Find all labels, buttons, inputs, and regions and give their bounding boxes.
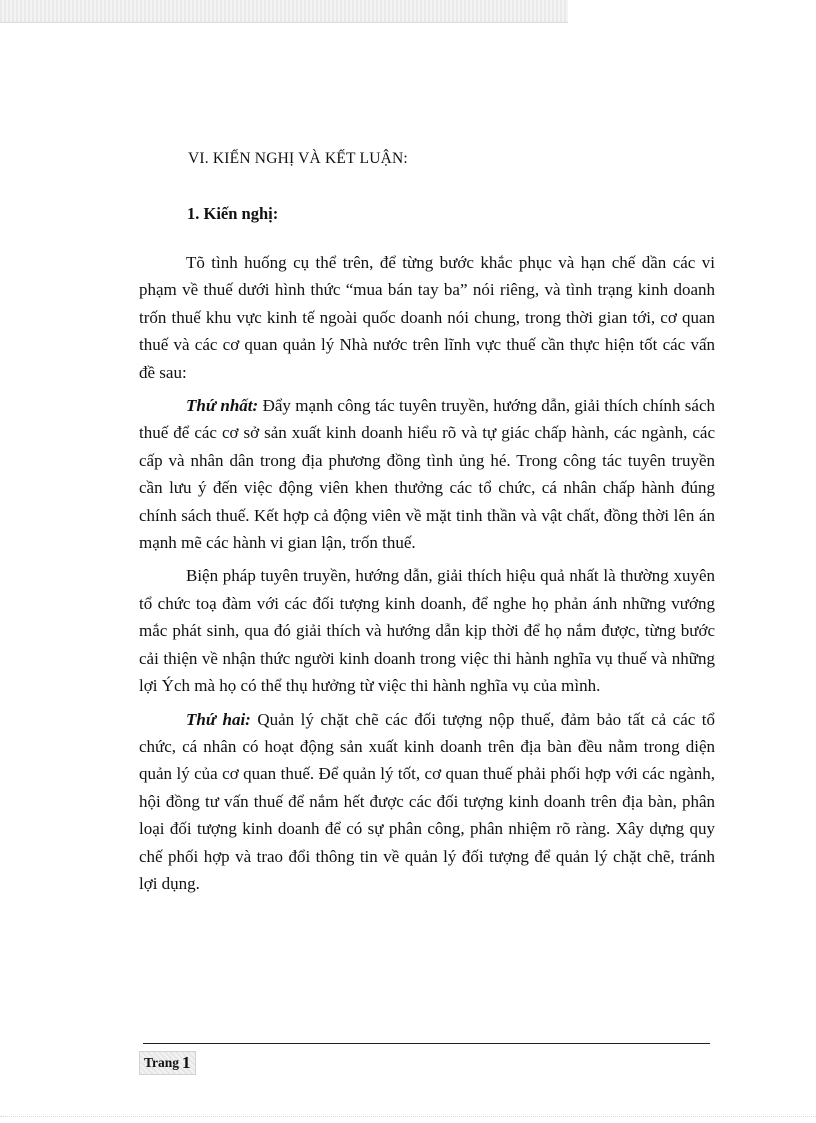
paragraph-intro [139,249,715,386]
page-content [139,150,715,897]
footer-divider [143,1043,710,1044]
subsection-heading: 1. Kiến nghị: [187,204,279,223]
paragraph-first-measure [139,392,715,556]
paragraph-lead: Thứ hai: [186,709,251,729]
page-label: Trang [144,1055,180,1070]
top-decorative-band [0,0,568,23]
section-heading: VI. KIẾN NGHỊ VÀ KẾT LUẬN: [188,150,408,167]
paragraph-text: Quản lý chặt chẽ các đối tượng nộp thuế, đảm bảo tất cả các tổ chức, cá nhân có hoạt động sản xuất kinh doanh trên địa bàn đều nằm trong diện quản lý của cơ quan thuế. Để quản lý tốt, cơ quan thuế phải phối hợp với các ngành, hội đồng tư vấn thuế để nắm hết được các đối tượng kinh doanh trên địa bàn, phân loại đối tượng kinh doanh để có sự phân công, phân nhiệm rõ ràng. Xây dựng quy chế phối hợp và trao đổi thông tin về quản lý đối tượng để quản lý chặt chẽ, tránh lợi dụng. [139,709,715,893]
paragraph-text: Tõ tình huống cụ thể trên, để từng bước khắc phục và hạn chế dần các vi phạm về thuế dưới hình thức “mua bán tay ba” nói riêng, và tình trạng kinh doanh trốn thuế khu vực kinh tế ngoài quốc doanh nói chung, trong thời gian tới, cơ quan thuế và các cơ quan quản lý Nhà nước trên lĩnh vực thuế cần thực hiện tốt các vấn đề sau: [139,253,715,382]
bottom-dotted-line [0,1116,816,1117]
paragraph-second-measure [139,706,715,898]
paragraph-text: Biện pháp tuyên truyền, hướng dẫn, giải thích hiệu quả nhất là thường xuyên tổ chức toạ đàm với các đối tượng kinh doanh, để nghe họ phản ánh những vướng mắc phát sinh, qua đó giải thích và hướng dẫn kịp thời để họ nắm được, từng bước cải thiện về nhận thức người kinh doanh trong việc thi hành nghĩa vụ thuế và những lợi Ých mà họ có thể thụ hưởng từ việc thi hành nghĩa vụ của mình. [139,566,715,696]
page-number: 1 [182,1053,191,1072]
paragraph-propaganda-method [139,562,715,699]
page-footer [139,1051,196,1075]
paragraph-text: Đẩy mạnh công tác tuyên truyền, hướng dẫn, giải thích chính sách thuế để các cơ sở sản xuất kinh doanh hiểu rõ và tự giác chấp hành, các ngành, các cấp và nhân dân trong địa phương đồng tình ủng hé. Trong công tác tuyên truyền cần lưu ý đến việc động viên khen thưởng các tổ chức, cá nhân chấp hành đúng chính sách thuế. Kết hợp cả động viên về mặt tinh thần và vật chất, đồng thời lên án mạnh mẽ các hành vi gian lận, trốn thuế. [139,396,716,553]
paragraph-lead: Thứ nhất: [186,396,259,416]
